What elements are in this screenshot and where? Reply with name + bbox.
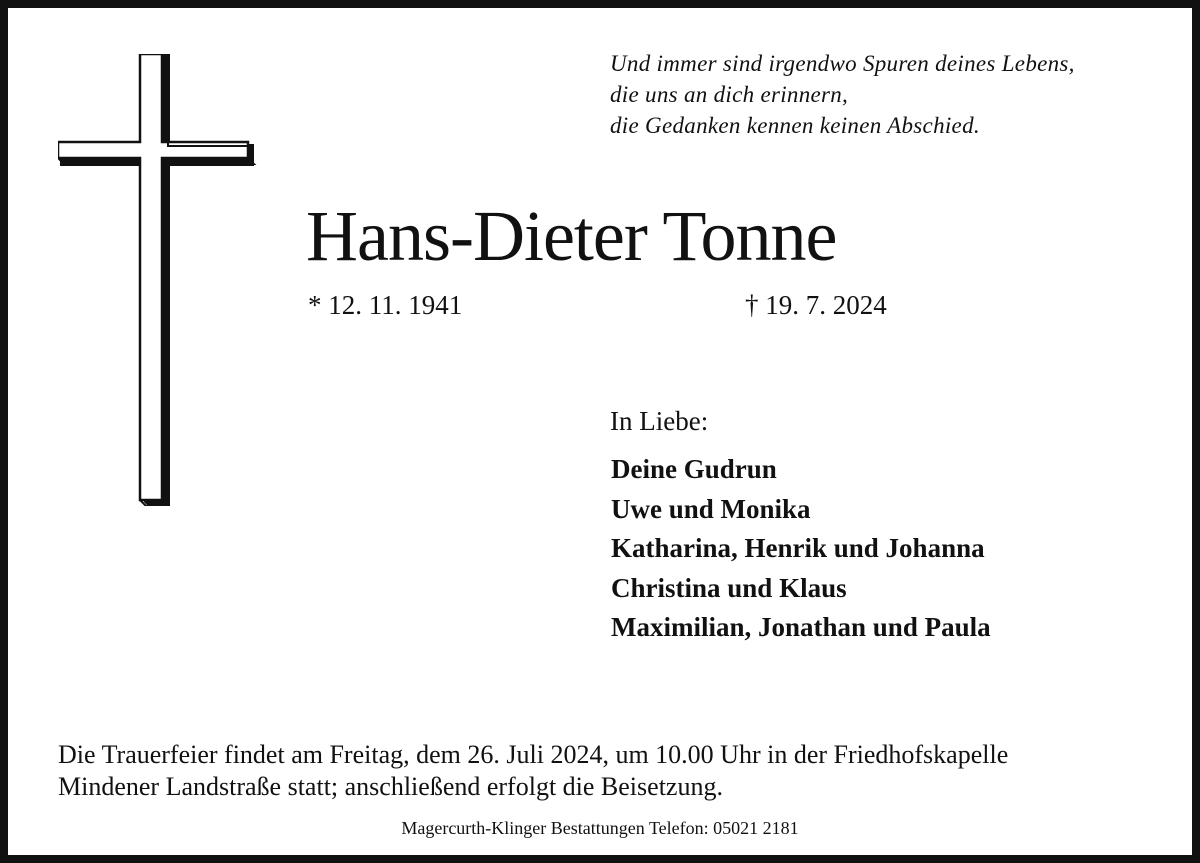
ceremony-line: Die Trauerfeier findet am Freitag, dem 26. Juli 2024, um 10.00 Uhr in der Friedhofskapelle	[58, 740, 1009, 769]
memorial-quote	[610, 48, 1075, 141]
mourner-name: Maximilian, Jonathan und Paula	[611, 612, 991, 642]
quote-line: die Gedanken kennen keinen Abschied.	[610, 113, 980, 138]
cross-icon	[58, 54, 258, 506]
mourners-list	[611, 450, 991, 648]
ceremony-notice	[58, 739, 1008, 803]
birth-date: * 12. 11. 1941	[308, 290, 463, 320]
mourner-name: Katharina, Henrik und Johanna	[611, 533, 985, 563]
quote-line: Und immer sind irgendwo Spuren deines Lebens,	[610, 51, 1075, 76]
quote-line: die uns an dich erinnern,	[610, 82, 849, 107]
mourners-intro: In Liebe:	[610, 406, 709, 436]
ceremony-line: Mindener Landstraße statt; anschließend erfolgt die Beisetzung.	[58, 772, 723, 801]
mourner-name: Christina und Klaus	[611, 572, 847, 603]
deceased-name: Hans-Dieter Tonne	[306, 196, 837, 276]
mourner-name: Uwe und Monika	[611, 493, 811, 524]
mourner-name: Deine Gudrun	[611, 454, 777, 484]
death-date: † 19. 7. 2024	[745, 290, 887, 320]
undertaker-contact: Magercurth-Klinger Bestattungen Telefon: 05021 2181	[401, 818, 799, 838]
